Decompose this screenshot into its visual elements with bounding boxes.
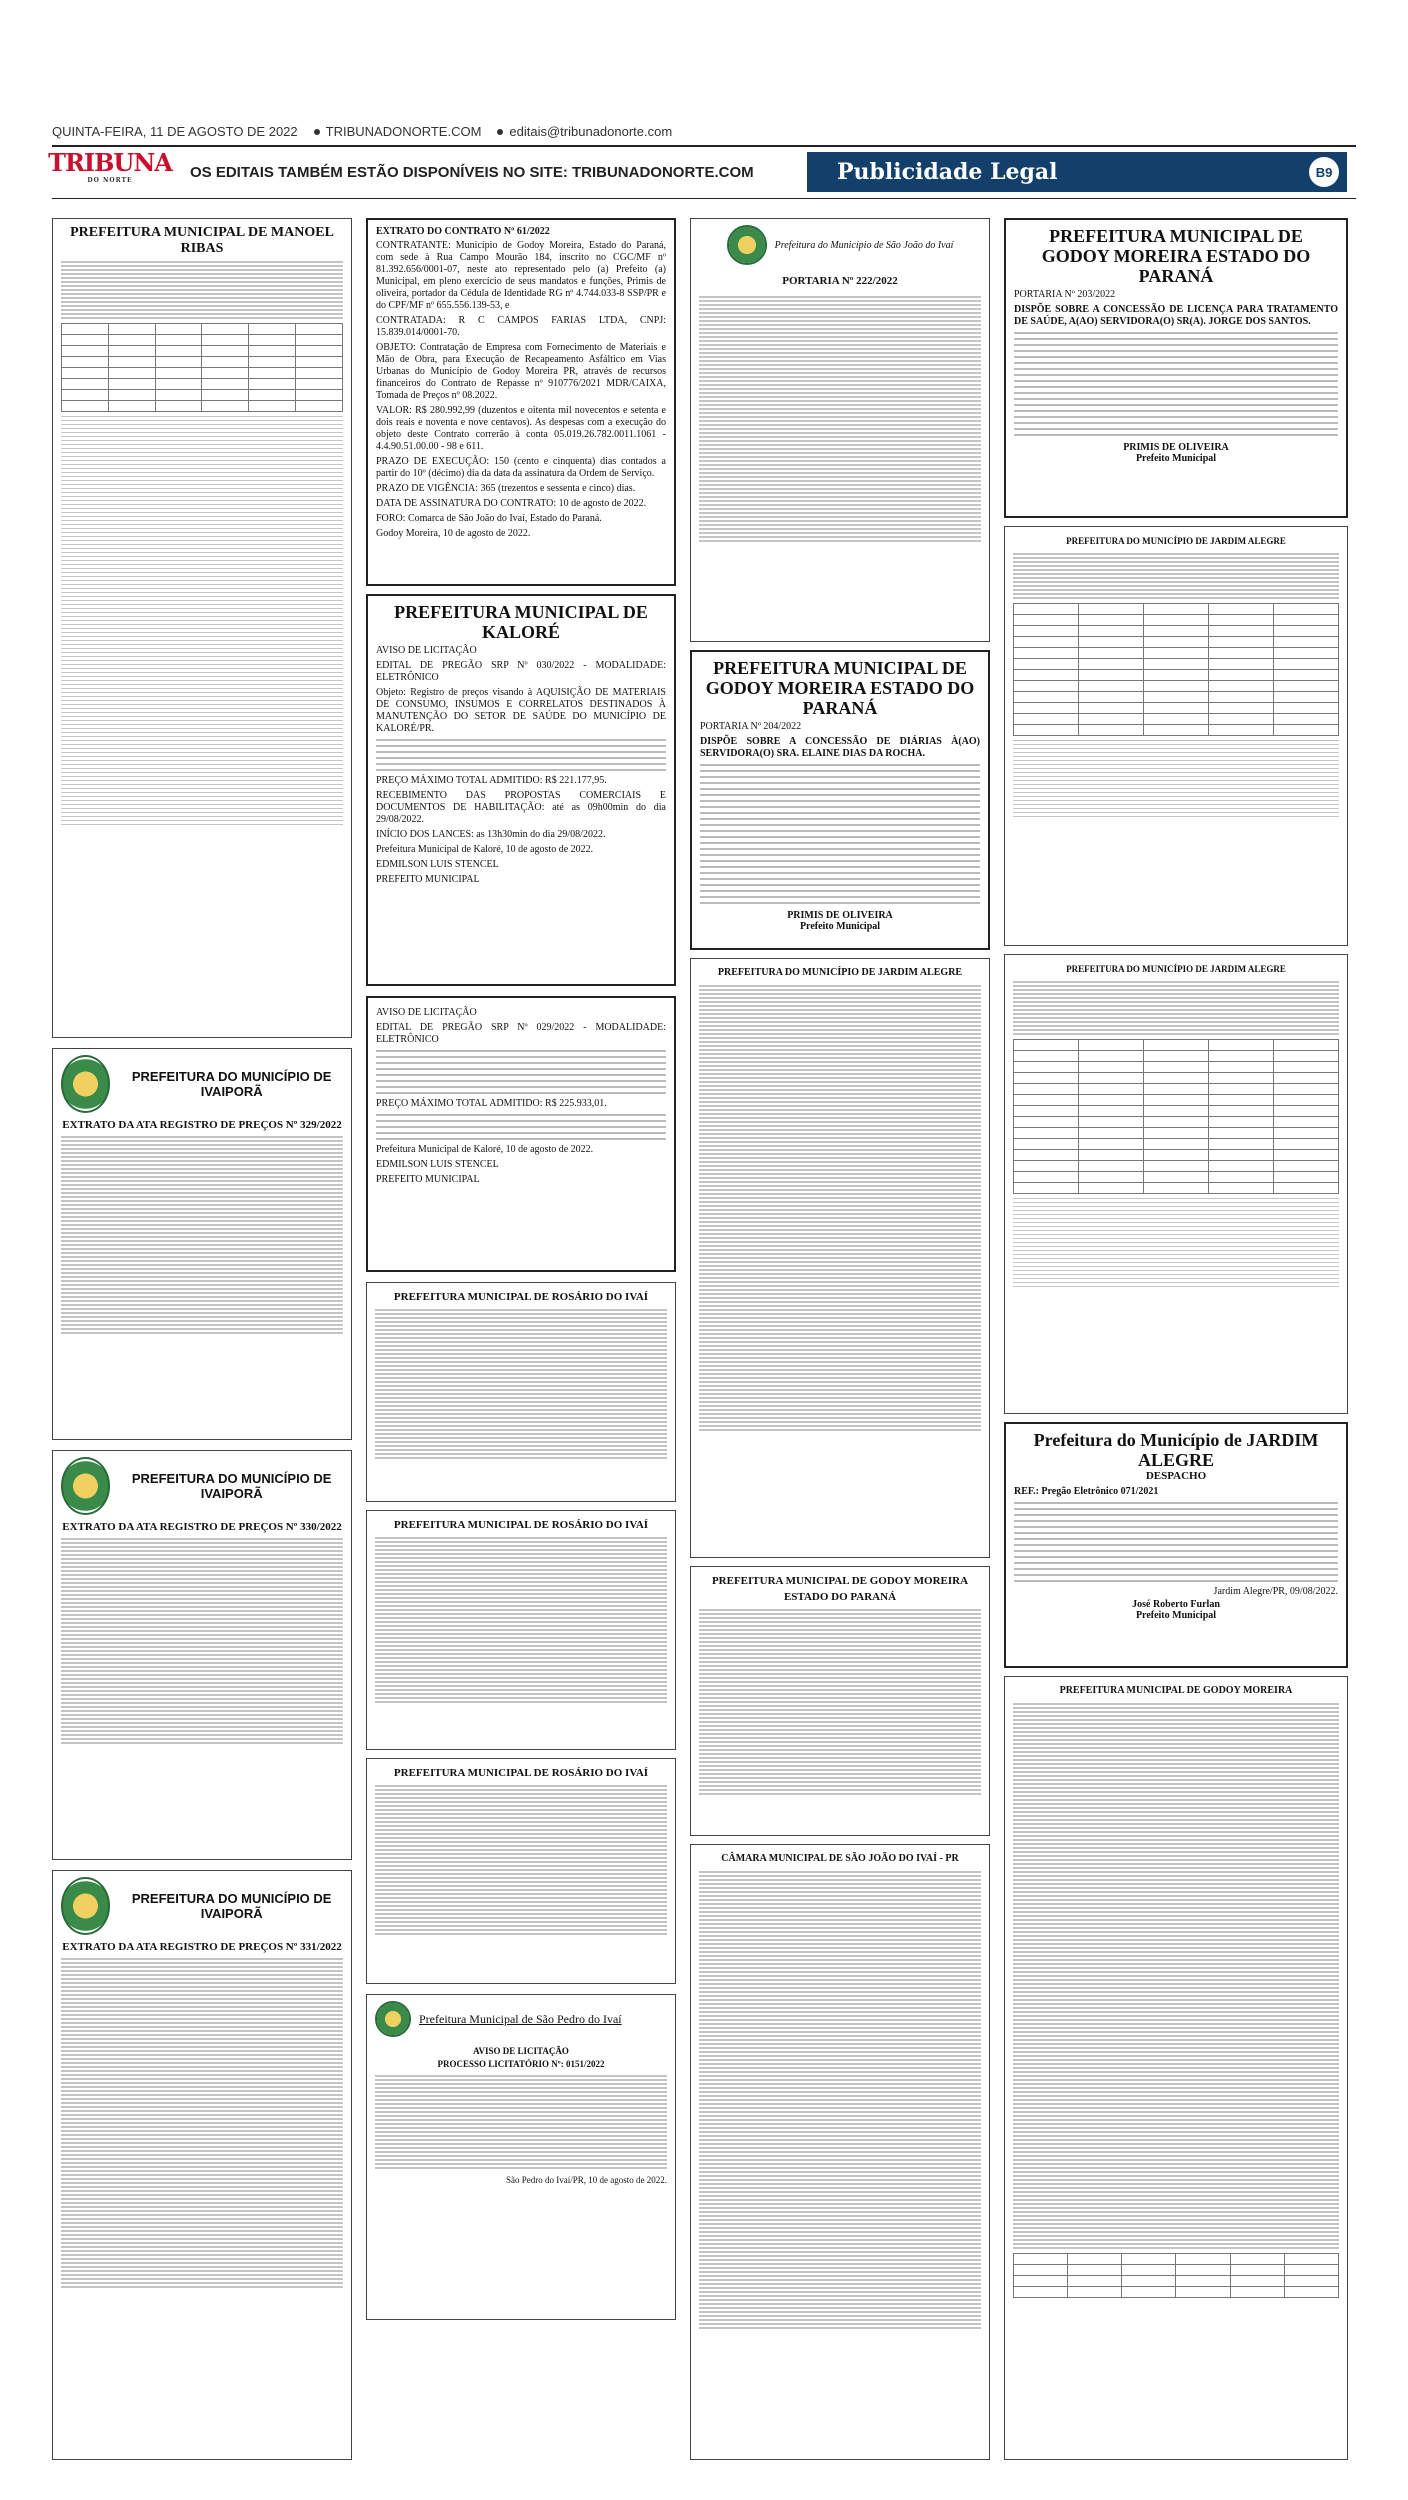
notice-title: PREFEITURA MUNICIPAL DE ROSÁRIO DO IVAÍ [393,1767,649,1779]
notice-jardim-alegre-2 [1004,526,1348,946]
notice-camara-sao-joao [690,1844,990,2460]
divider [52,145,1356,147]
notice-edital: EDITAL DE PREGÃO SRP Nº 030/2022 - MODALIDADE: ELETRÔNICO [376,660,666,683]
notice-extrato-contrato [366,218,676,586]
bullet-icon [314,129,320,135]
clause-valor: VALOR: R$ 280.992,99 (duzentos e oitenta mil novecentos e setenta e dois reais e noventa e nove centavos). As despesas com a execução do objeto deste Contrato correrão à conta 05.019.26.782.0011.1061 - 4.4.90.51.00.00 - 98 e 611. [376,405,666,452]
portaria-number: PORTARIA Nº 203/2022 [1014,289,1116,300]
notice-body [376,1050,666,1094]
notice-title: PREFEITURA MUNICIPAL DE GODOY MOREIRA ESTADO DO PARANÁ [711,1575,969,1603]
signature-date: Prefeitura Municipal de Kaloré, 10 de agosto de 2022. [376,1144,594,1155]
signature-date: São Pedro do Ivaí/PR, 10 de agosto de 2022. [506,2174,667,2185]
notice-ivaipora-3 [52,1870,352,2460]
notice-ref: REF.: Pregão Eletrônico 071/2021 [1014,1486,1159,1497]
items-table [61,323,343,412]
notice-jardim-alegre-3 [1004,954,1348,1414]
logo-text: TRIBUNA [48,148,172,177]
section-title: Publicidade Legal [837,159,1058,185]
notice-title: PREFEITURA DO MUNICÍPIO DE IVAIPORÃ [131,1069,332,1099]
signer-name: PRIMIS DE OLIVEIRA [787,910,893,921]
notice-lances: INÍCIO DOS LANCES: as 13h30min do dia 29/08/2022. [376,829,606,840]
notice-ivaipora-1 [52,1048,352,1440]
items-table [1013,603,1339,736]
notice-manoel-ribas [52,218,352,1038]
page-number-badge: B9 [1309,157,1339,187]
email-link[interactable]: editais@tribunadonorte.com [509,123,673,139]
notice-body [61,1136,343,1334]
notice-kalore-1 [366,594,676,986]
notice-body [1014,1502,1338,1582]
notice-title: Prefeitura do Município de JARDIM ALEGRE [1033,1430,1319,1470]
notice-body [1013,1703,1339,2249]
notice-title: PREFEITURA MUNICIPAL DE GODOY MOREIRA [1059,1685,1293,1696]
notice-body [1013,740,1339,818]
newspaper-logo [48,148,172,186]
notice-title: EXTRATO DO CONTRATO Nº 61/2022 [376,226,550,237]
notice-sao-joao-ivai [690,218,990,642]
municipal-crest-icon [375,2001,411,2037]
municipal-crest-icon [61,1055,110,1113]
portaria-subject: DISPÕE SOBRE A CONCESSÃO DE DIÁRIAS À(AO) SERVIDORA(O) SRA. ELAINE DIAS DA ROCHA. [700,736,980,759]
notice-body [375,1309,667,1459]
notice-subtitle: EXTRATO DA ATA REGISTRO DE PREÇOS Nº 329/2022 [62,1119,342,1131]
notice-body [700,764,980,904]
portaria-number: PORTARIA Nº 204/2022 [700,721,802,732]
notice-rosario-1 [366,1282,676,1502]
bullet-icon [497,129,503,135]
clause-objeto: OBJETO: Contratação de Empresa com Fornecimento de Materiais e Mão de Obra, para Execução de Recapeamento Asfáltico em Vias Urbanas do Município de Godoy Moreira PR, através de recursos financeiros do Contrato de Repasse nº 910776/2021 MDR/CAIXA, Tomada de Preços nº 08.2022. [376,342,666,401]
notice-subtitle: EXTRATO DA ATA REGISTRO DE PREÇOS Nº 331/2022 [62,1941,342,1953]
notice-body [375,2075,667,2169]
signer-role: Prefeito Municipal [1135,453,1217,464]
signer-name: PRIMIS DE OLIVEIRA [1123,442,1229,453]
notice-body [1013,553,1339,599]
notice-body [376,1114,666,1140]
email-item [497,124,672,139]
notice-godoy-2 [690,1566,990,1836]
notice-title: PREFEITURA MUNICIPAL DE GODOY MOREIRA ESTADO DO PARANÁ [705,658,975,718]
notice-body [61,1538,343,1744]
notice-godoy-3 [1004,218,1348,518]
notice-processo: PROCESSO LICITATÓRIO Nº: 0151/2022 [437,2059,605,2069]
notice-body [61,416,343,826]
notice-kind: AVISO DE LICITAÇÃO [376,645,477,656]
notice-body [699,1871,981,2329]
logo-subtext: DO NORTE [87,177,133,184]
notice-preco: PREÇO MÁXIMO TOTAL ADMITIDO: R$ 221.177,95. [376,775,607,786]
signer-role: Prefeito Municipal [799,921,881,932]
site-link[interactable]: TRIBUNADONORTE.COM [325,123,482,139]
items-table [1013,2253,1339,2298]
notice-jardim-alegre-1 [690,958,990,1558]
divider [52,198,1356,199]
site-notice: OS EDITAIS TAMBÉM ESTÃO DISPONÍVEIS NO SITE: TRIBUNADONORTE.COM [190,163,754,181]
signer-role: PREFEITO MUNICIPAL [376,874,480,885]
clause-foro: FORO: Comarca de São João do Ivaí, Estado do Paraná. [376,513,602,524]
notice-body [699,296,981,542]
notice-kind: AVISO DE LICITAÇÃO [376,1007,477,1018]
notice-godoy-1 [690,650,990,950]
notice-title: PREFEITURA DO MUNICÍPIO DE JARDIM ALEGRE [717,967,963,978]
notice-body [1013,1198,1339,1288]
clause-contratada: CONTRATADA: R C CAMPOS FARIAS LTDA, CNPJ: 15.839.014/0001-70. [376,315,666,338]
clause-prazo-execucao: PRAZO DE EXECUÇÃO: 150 (cento e cinquenta) dias contados a partir do 10º (décimo) dia da data da assinatura da Ordem de Serviço. [376,456,666,479]
notice-kalore-2 [366,996,676,1272]
notice-godoy-4 [1004,1676,1348,2460]
portaria-number: PORTARIA Nº 222/2022 [782,275,898,287]
municipal-crest-icon [61,1457,110,1515]
notice-kind: AVISO DE LICITAÇÃO [473,2046,569,2056]
notice-title: PREFEITURA DO MUNICÍPIO DE JARDIM ALEGRE [1066,536,1286,546]
notice-rosario-2 [366,1510,676,1750]
notice-subtitle: EXTRATO DA ATA REGISTRO DE PREÇOS Nº 330/2022 [62,1521,342,1533]
notice-kind: DESPACHO [1145,1470,1207,1482]
notice-title: PREFEITURA DO MUNICÍPIO DE IVAIPORÃ [131,1891,332,1921]
signature-date: Jardim Alegre/PR, 09/08/2022. [1213,1586,1338,1597]
signature-date: Godoy Moreira, 10 de agosto de 2022. [376,528,531,539]
notice-body [699,985,981,1431]
notice-body [1013,981,1339,1035]
clause-prazo-vigencia: PRAZO DE VIGÊNCIA: 365 (trezentos e sessenta e cinco) dias. [376,483,636,494]
notice-edital: EDITAL DE PREGÃO SRP Nº 029/2022 - MODALIDADE: ELETRÔNICO [376,1022,666,1045]
edition-date: QUINTA-FEIRA, 11 DE AGOSTO DE 2022 [52,123,298,139]
notice-objeto: Objeto: Registro de preços visando à AQUISIÇÃO DE MATERIAIS DE CONSUMO, INSUMOS E CORRELATOS DESTINADOS À MANUTENÇÃO DO SETOR DE SAÚDE DO MUNICÍPIO DE KALORÉ/PR. [376,687,666,734]
section-banner [807,152,1347,192]
notice-body [1014,332,1338,436]
municipal-crest-icon [61,1877,110,1935]
site-item [314,124,482,139]
items-table [1013,1039,1339,1194]
signer-name: EDMILSON LUIS STENCEL [376,1159,499,1170]
notice-title: PREFEITURA MUNICIPAL DE MANOEL RIBAS [70,225,334,256]
notice-body [61,261,343,319]
signature-date: Prefeitura Municipal de Kaloré, 10 de agosto de 2022. [376,844,594,855]
notice-body [375,1785,667,1935]
notice-title: PREFEITURA MUNICIPAL DE GODOY MOREIRA ESTADO DO PARANÁ [1041,226,1311,286]
signer-name: José Roberto Furlan [1132,1599,1220,1610]
notice-title: CÂMARA MUNICIPAL DE SÃO JOÃO DO IVAÍ - PR [721,1853,959,1864]
notice-ivaipora-2 [52,1450,352,1860]
municipal-crest-icon [727,225,767,265]
notice-title: PREFEITURA MUNICIPAL DE ROSÁRIO DO IVAÍ [393,1291,649,1303]
clause-data-assinatura: DATA DE ASSINATURA DO CONTRATO: 10 de agosto de 2022. [376,498,647,509]
notice-body [61,1958,343,2288]
notice-title: PREFEITURA DO MUNICÍPIO DE JARDIM ALEGRE [1066,964,1286,974]
notice-title: PREFEITURA DO MUNICÍPIO DE IVAIPORÃ [131,1471,332,1501]
notice-preco: PREÇO MÁXIMO TOTAL ADMITIDO: R$ 225.933,01. [376,1098,607,1109]
notice-body [376,739,666,771]
top-bar [52,122,1352,140]
notice-jardim-alegre-despacho [1004,1422,1348,1668]
notice-body [375,1537,667,1703]
notice-title: PREFEITURA MUNICIPAL DE KALORÉ [394,602,648,642]
signer-role: Prefeito Municipal [1135,1610,1217,1621]
notice-title: PREFEITURA MUNICIPAL DE ROSÁRIO DO IVAÍ [393,1519,649,1531]
signer-name: EDMILSON LUIS STENCEL [376,859,499,870]
notice-title: Prefeitura Municipal de São Pedro do Ivaí [419,2011,622,2026]
clause-contratante: CONTRATANTE: Município de Godoy Moreira, Estado do Paraná, com sede à Rua Campo Mourão 184, inscrito no CGC/MF nº 81.392.656/0001-07, neste ato representado pelo (a) Prefeito (a) Municipal, em pleno exercício de seus mandatos e funções, Primis de oliveira, portador da Cédula de Identidade RG nº 4.744.033-8 SSP/PR e do CPF/MF nº 655.556.139-53, e [376,240,666,311]
portaria-subject: DISPÕE SOBRE A CONCESSÃO DE LICENÇA PARA TRATAMENTO DE SAÚDE, A(AO) SERVIDORA(O) SR(A). JORGE DOS SANTOS. [1014,304,1338,327]
notice-recebimento: RECEBIMENTO DAS PROPOSTAS COMERCIAIS E DOCUMENTOS DE HABILITAÇÃO: até as 09h00min do dia 29/08/2022. [376,790,666,825]
notice-rosario-3 [366,1758,676,1984]
notice-body [699,1609,981,1795]
signer-role: PREFEITO MUNICIPAL [376,1174,480,1185]
notice-sao-pedro-ivai [366,1994,676,2320]
notice-title: Prefeitura do Município de São João do Ivaí [774,239,954,251]
